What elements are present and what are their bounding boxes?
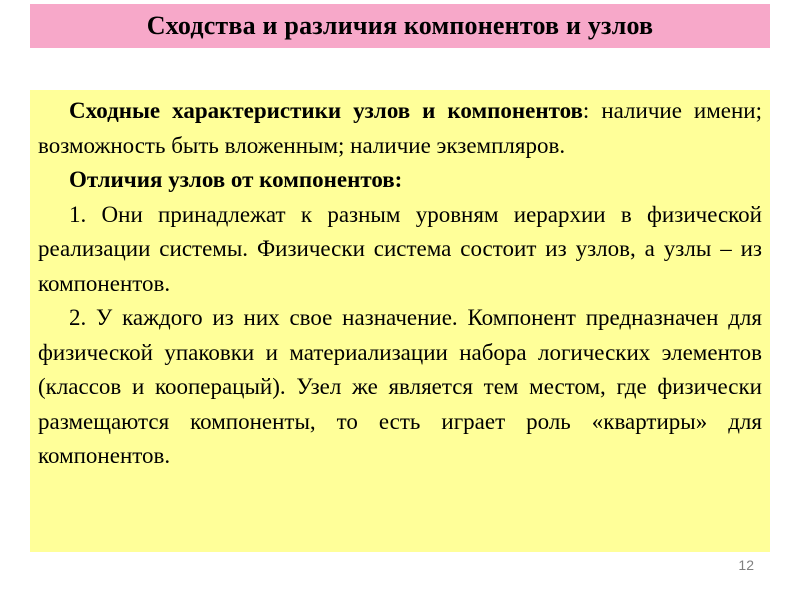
content-box [30,90,770,552]
slide-title: Сходства и различия компонентов и узлов [146,11,654,40]
differences-heading: Отличия узлов от компонентов: [69,167,403,192]
similarities-colon: : [582,98,590,123]
difference-point-2: 2. У каждого из них свое назначение. Компонент предназначен для физической упаковки и материализации набора логических элементов (классов и кооперацый). Узел же является тем местом, где физически размещаются компоненты, то есть играет роль «квартиры» для компонентов. [38,305,762,468]
similarities-heading: Сходные характеристики узлов и компонентов [69,98,583,123]
difference-point-1: 1. Они принадлежат к разным уровням иерархии в физической реализации системы. Физически система состоит из узлов, а узлы – из компонентов. [38,201,762,296]
page-number: 12 [738,557,754,573]
similarities-paragraph [38,94,762,163]
similarities-text: наличие имени; возможность быть вложенным; наличие экземпляров. [38,98,762,158]
title-bar [30,4,770,48]
